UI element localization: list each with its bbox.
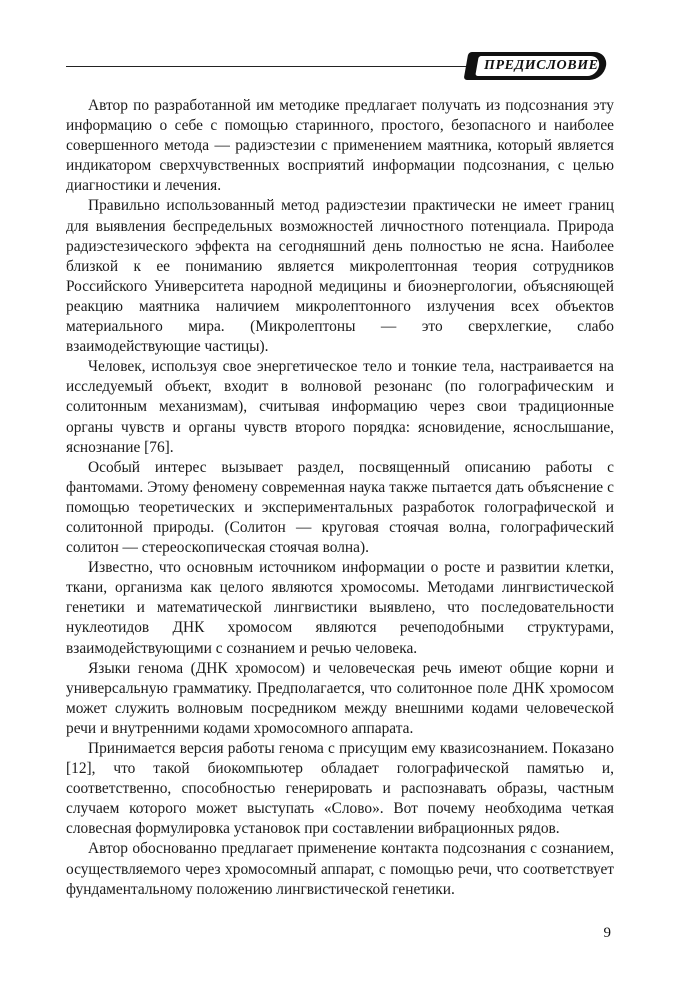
paragraph-3: Человек, используя свое энергетическое тело и тонкие тела, настраивается на исследуемый объект, входит в волновой резонанс (по голографическим и солитонным механизмам), считывая информацию через свои традиционные органы чувств и органы чувств второго порядка: ясновидение, яснослышание, яснознание [76]. — [66, 358, 614, 456]
section-title: ПРЕДИСЛОВИЕ — [484, 58, 599, 73]
body-text — [66, 96, 614, 900]
paragraph-4: Особый интерес вызывает раздел, посвященный описанию работы с фантомами. Этому феномену современная наука также пытается дать объяснение с помощью теоретических и экспериментальных разработок голографической и солитонной природы. (Солитон — круговая стоячая волна, голографический солитон — стереоскопическая стоячая волна). — [66, 458, 614, 557]
paragraph-6: Языки генома (ДНК хромосом) и человеческая речь имеют общие корни и универсальную грамматику. Предполагается, что солитонное поле ДНК хромосом может служить волновым посредником между внешними кодами человеческой речи и внутренними кодами хромосомного аппарата. — [66, 659, 614, 737]
paragraph-2: Правильно использованный метод радиэстезии практически не имеет границ для выявления беспредельных возможностей личностного потенциала. Природа радиэстезического эффекта на сегодняшний день полностью не ясна. Наиболее близкой к ее пониманию является микролептонная теория сотрудников Российского Университета народной медицины и биоэнергологии, объясняющей реакцию маятника наличием микролептонного излучения всех объектов материального мира. (Микролептоны — это сверхлегкие, слабо взаимодействующие частицы). — [66, 197, 614, 356]
paragraph-8: Автор обоснованно предлагает применение контакта подсознания с сознанием, осуществляемого через хромосомный аппарат, с помощью речи, что соответствует фундаментальному положению лингвистической генетики. — [66, 840, 614, 898]
header-rule — [66, 66, 486, 67]
paragraph-1: Автор по разработанной им методике предлагает получать из подсознания эту информацию о себе с помощью старинного, простого, безопасного и наиболее совершенного метода — радиэстезии с применением маятника, который является индикатором сверхчувственных восприятий информации подсознания, с целью диагностики и лечения. — [66, 97, 614, 195]
paragraph-7: Принимается версия работы генома с присущим ему квазисознанием. Показано [12], что такой биокомпьютер обладает голографической памятью и, соответственно, способностью генерировать и распознавать образы, частным случаем которого может выступать «Слово». Вот почему необходима четкая словесная формулировка установок при составлении вибрационных рядов. — [66, 740, 614, 838]
page-number: 9 — [603, 925, 611, 941]
paragraph-5: Известно, что основным источником информации о росте и развитии клетки, ткани, организма как целого являются хромосомы. Методами лингвистической генетики и математической лингвистики выявлено, что последовательности нуклеотидов ДНК хромосом являются речеподобными структурами, взаимодействующими с сознанием и речью человека. — [66, 559, 614, 657]
